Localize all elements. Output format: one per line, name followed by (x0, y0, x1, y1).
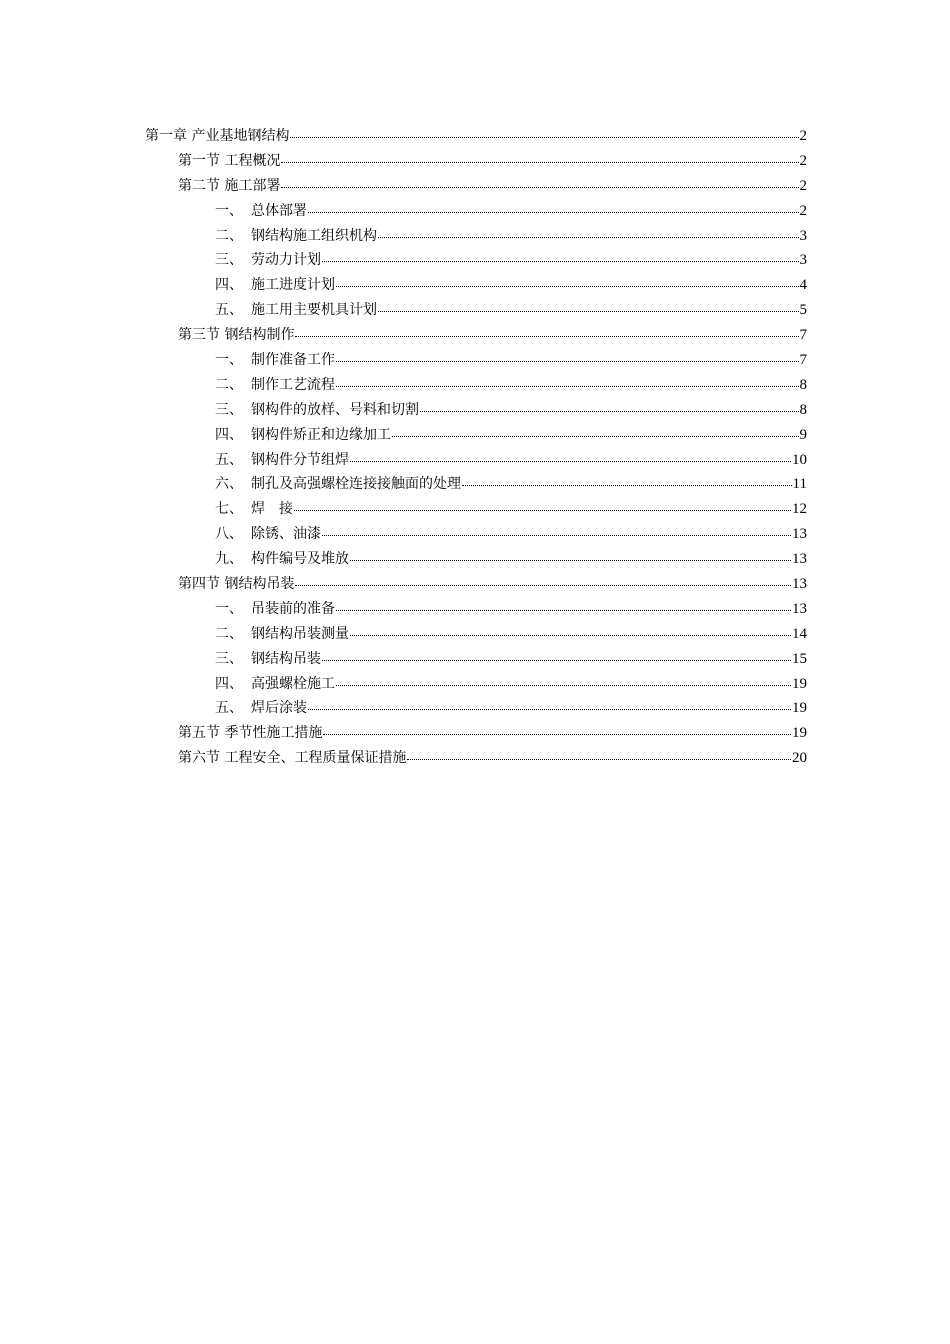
toc-entry-page-number: 2 (799, 177, 807, 194)
toc-entry-title: 除锈、油漆 (251, 526, 321, 543)
toc-entry-page-number: 13 (792, 600, 807, 617)
toc-entry[interactable] (145, 199, 807, 224)
toc-entry-title: 钢结构吊装 (251, 650, 321, 667)
toc-entry-number: 三、 (215, 252, 243, 269)
toc-entry[interactable] (145, 696, 807, 721)
toc-entry[interactable] (145, 622, 807, 647)
toc-entry[interactable] (145, 423, 807, 448)
toc-entry-page-number: 5 (799, 302, 807, 319)
toc-entry-page-number: 3 (799, 227, 807, 244)
toc-entry-page-number: 13 (792, 551, 807, 568)
toc-entry-page-number: 7 (799, 327, 807, 344)
dot-leader (336, 275, 799, 289)
toc-entry-page-number: 9 (799, 426, 807, 443)
dot-leader (323, 723, 791, 737)
dot-leader (378, 300, 799, 314)
toc-entry[interactable] (145, 746, 807, 771)
toc-entry-number: 八、 (215, 526, 243, 543)
toc-entry-title: 施工进度计划 (251, 277, 335, 294)
toc-entry[interactable] (145, 149, 807, 174)
toc-entry-number: 三、 (215, 401, 243, 418)
toc-entry-number: 五、 (215, 700, 243, 717)
toc-entry-number: 二、 (215, 227, 243, 244)
toc-entry-number: 二、 (215, 625, 243, 642)
toc-entry-title: 第三节 钢结构制作 (178, 327, 295, 344)
dot-leader (322, 250, 799, 264)
toc-entry-page-number: 2 (799, 128, 807, 144)
toc-entry-title: 制孔及高强螺栓连接接触面的处理 (251, 476, 461, 493)
toc-entry-title: 高强螺栓施工 (251, 675, 335, 692)
toc-entry-page-number: 8 (799, 376, 807, 393)
toc-entry-title: 钢结构吊装测量 (251, 625, 349, 642)
toc-entry-page-number: 7 (799, 352, 807, 369)
dot-leader (308, 698, 791, 712)
toc-entry-page-number: 2 (799, 152, 807, 169)
dot-leader (392, 425, 799, 439)
dot-leader (378, 226, 799, 240)
toc-entry-title: 焊 接 (251, 501, 293, 518)
toc-entry[interactable] (145, 672, 807, 697)
toc-entry-title: 劳动力计划 (251, 252, 321, 269)
toc-entry-title: 第六节 工程安全、工程质量保证措施 (178, 750, 407, 767)
toc-entry-page-number: 12 (792, 501, 807, 518)
toc-entry-number: 七、 (215, 501, 243, 518)
toc-entry-title: 构件编号及堆放 (251, 551, 349, 568)
toc-entry-title: 制作工艺流程 (251, 376, 335, 393)
toc-entry-number: 四、 (215, 426, 243, 443)
toc-entry[interactable] (145, 472, 807, 497)
toc-entry-page-number: 2 (799, 202, 807, 219)
toc-entry-title: 第一章 产业基地钢结构 (145, 128, 290, 144)
toc-entry-page-number: 19 (792, 725, 807, 742)
toc-entry-page-number: 8 (799, 401, 807, 418)
toc-entry-page-number: 13 (792, 576, 807, 593)
toc-entry[interactable] (145, 124, 807, 149)
dot-leader (308, 201, 799, 215)
toc-entry-page-number: 10 (792, 451, 807, 468)
dot-leader (336, 599, 791, 613)
toc-entry-page-number: 15 (792, 650, 807, 667)
dot-leader (295, 574, 791, 588)
toc-entry-number: 四、 (215, 277, 243, 294)
toc-entry-page-number: 14 (792, 625, 807, 642)
toc-entry-title: 第一节 工程概况 (178, 152, 281, 169)
toc-entry-title: 总体部署 (251, 202, 307, 219)
dot-leader (295, 325, 798, 339)
dot-leader (462, 474, 792, 488)
toc-entry[interactable] (145, 597, 807, 622)
dot-leader (294, 499, 791, 513)
toc-entry[interactable] (145, 647, 807, 672)
toc-entry[interactable] (145, 323, 807, 348)
toc-entry[interactable] (145, 224, 807, 249)
dot-leader (350, 624, 791, 638)
toc-entry-page-number: 4 (799, 277, 807, 294)
toc-entry[interactable] (145, 298, 807, 323)
toc-entry-title: 第四节 钢结构吊装 (178, 576, 295, 593)
toc-entry-number: 九、 (215, 551, 243, 568)
toc-entry-number: 四、 (215, 675, 243, 692)
toc-entry-page-number: 11 (792, 476, 807, 493)
toc-entry-title: 第五节 季节性施工措施 (178, 725, 323, 742)
toc-entry-title: 第二节 施工部署 (178, 177, 281, 194)
toc-entry-number: 六、 (215, 476, 243, 493)
dot-leader (322, 524, 791, 538)
toc-entry-page-number: 13 (792, 526, 807, 543)
dot-leader (336, 375, 799, 389)
dot-leader (350, 450, 791, 464)
toc-entry-number: 一、 (215, 352, 243, 369)
toc-entry-title: 钢构件矫正和边缘加工 (251, 426, 391, 443)
toc-entry-title: 钢结构施工组织机构 (251, 227, 377, 244)
dot-leader (322, 649, 791, 663)
toc-entry[interactable] (145, 572, 807, 597)
dot-leader (420, 400, 799, 414)
dot-leader (336, 350, 799, 364)
toc-entry-page-number: 3 (799, 252, 807, 269)
toc-entry[interactable] (145, 373, 807, 398)
dot-leader (281, 176, 798, 190)
toc-entry[interactable] (145, 721, 807, 746)
toc-entry[interactable] (145, 497, 807, 522)
dot-leader (407, 748, 791, 762)
toc-entry-number: 二、 (215, 376, 243, 393)
toc-entry[interactable] (145, 398, 807, 423)
dot-leader (290, 126, 798, 140)
dot-leader (350, 549, 791, 563)
toc-entry-title: 焊后涂装 (251, 700, 307, 717)
toc-entry-page-number: 20 (792, 750, 807, 767)
toc-entry-number: 一、 (215, 600, 243, 617)
toc-entry[interactable] (145, 174, 807, 199)
toc-entry[interactable] (145, 547, 807, 572)
toc-entry-number: 三、 (215, 650, 243, 667)
toc-entry-page-number: 19 (792, 675, 807, 692)
toc-entry[interactable] (145, 248, 807, 273)
dot-leader (281, 151, 798, 165)
toc-entry-title: 施工用主要机具计划 (251, 302, 377, 319)
toc-entry[interactable] (145, 448, 807, 473)
toc-entry-number: 五、 (215, 451, 243, 468)
toc-entry[interactable] (145, 348, 807, 373)
dot-leader (336, 674, 791, 688)
toc-entry-number: 一、 (215, 202, 243, 219)
toc-entry-title: 钢构件分节组焊 (251, 451, 349, 468)
toc-entry[interactable] (145, 522, 807, 547)
toc-entry-title: 吊装前的准备 (251, 600, 335, 617)
toc-entry-page-number: 19 (792, 700, 807, 717)
toc-entry-number: 五、 (215, 302, 243, 319)
table-of-contents (145, 124, 807, 771)
toc-entry-title: 钢构件的放样、号料和切割 (251, 401, 419, 418)
toc-entry-title: 制作准备工作 (251, 352, 335, 369)
toc-entry[interactable] (145, 273, 807, 298)
